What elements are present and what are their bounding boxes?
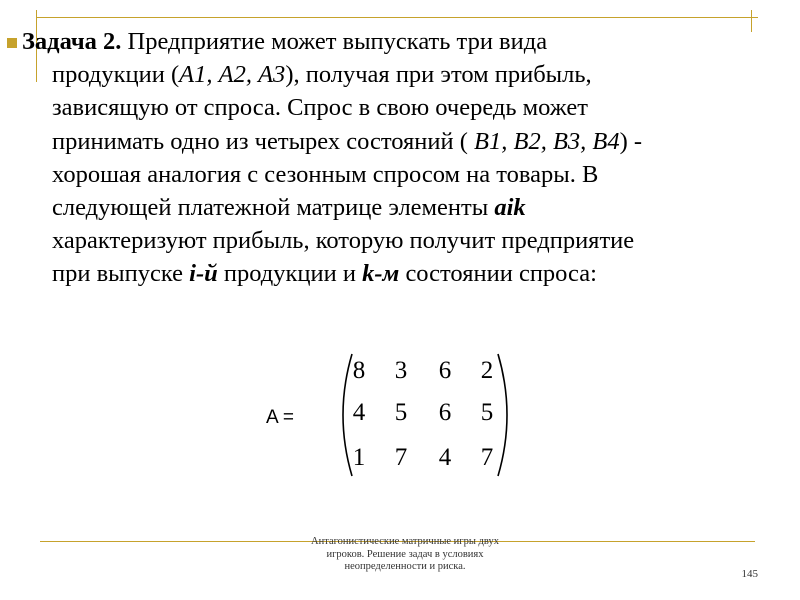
task-text-span: Предприятие может выпускать три вида (121, 28, 548, 55)
task-text-span: продукции и (217, 260, 363, 288)
payoff-matrix (334, 350, 514, 480)
task-text-line (22, 25, 762, 58)
footer-line: неопределенности и риска. (344, 561, 466, 572)
task-text-span: Задача 2. (22, 28, 122, 55)
task-text-span: при выпуске (52, 260, 190, 288)
task-text-span: продукции ( (52, 61, 180, 89)
matrix-cell: 7 (394, 444, 408, 471)
task-text-span: зависящую от спроса. Спрос в свою очередь может (52, 94, 588, 122)
task-text-span: характеризуют прибыль, которую получит предприятие (52, 227, 635, 255)
task-text-line (22, 158, 762, 191)
task-text-span: aik (494, 194, 526, 222)
matrix-cell: 3 (394, 357, 408, 384)
task-text-span: принимать одно из четырех состояний ( (52, 127, 475, 155)
matrix-cell: 4 (438, 444, 452, 471)
page-number: 145 (741, 568, 758, 580)
task-text-span: k-м (362, 260, 400, 288)
task-text-line (22, 125, 762, 158)
task-text-span: состоянии спроса: (399, 260, 597, 288)
task-text-line (22, 91, 762, 124)
matrix-cell: 7 (480, 444, 494, 471)
task-text-span: ) - (619, 127, 643, 155)
matrix-cell: 5 (480, 399, 494, 426)
task-text (22, 25, 762, 291)
matrix-cell: 4 (352, 399, 366, 426)
matrix-cell: 6 (438, 357, 452, 384)
task-text-span: следующей платежной матрице элементы (52, 194, 495, 222)
task-text-line (22, 257, 762, 290)
task-text-span: хорошая аналогия с сезонным спросом на товары. В (52, 160, 599, 188)
matrix-label: A = (266, 407, 294, 428)
matrix-cell: 1 (352, 444, 366, 471)
task-text-line (22, 224, 762, 257)
task-text-span: i-й (189, 260, 218, 288)
footer-line: Антагонистические матричные игры двух (311, 536, 499, 547)
task-text-span: А1, А2, А3 (179, 61, 286, 89)
footer-line: игроков. Решение задач в условиях (326, 548, 484, 560)
matrix-cell: 8 (352, 357, 366, 384)
task-text-line (22, 58, 762, 91)
task-text-span: В1, В2, В3, В4 (474, 127, 620, 155)
task-text-span: ), получая при этом прибыль, (285, 61, 592, 89)
task-text-line (22, 191, 762, 224)
matrix-cell: 6 (438, 399, 452, 426)
frame-top-line (36, 17, 758, 18)
matrix-cell: 5 (394, 399, 408, 426)
matrix-cell: 2 (480, 357, 494, 384)
footer-caption (270, 536, 540, 574)
bullet-square-icon (7, 38, 17, 48)
